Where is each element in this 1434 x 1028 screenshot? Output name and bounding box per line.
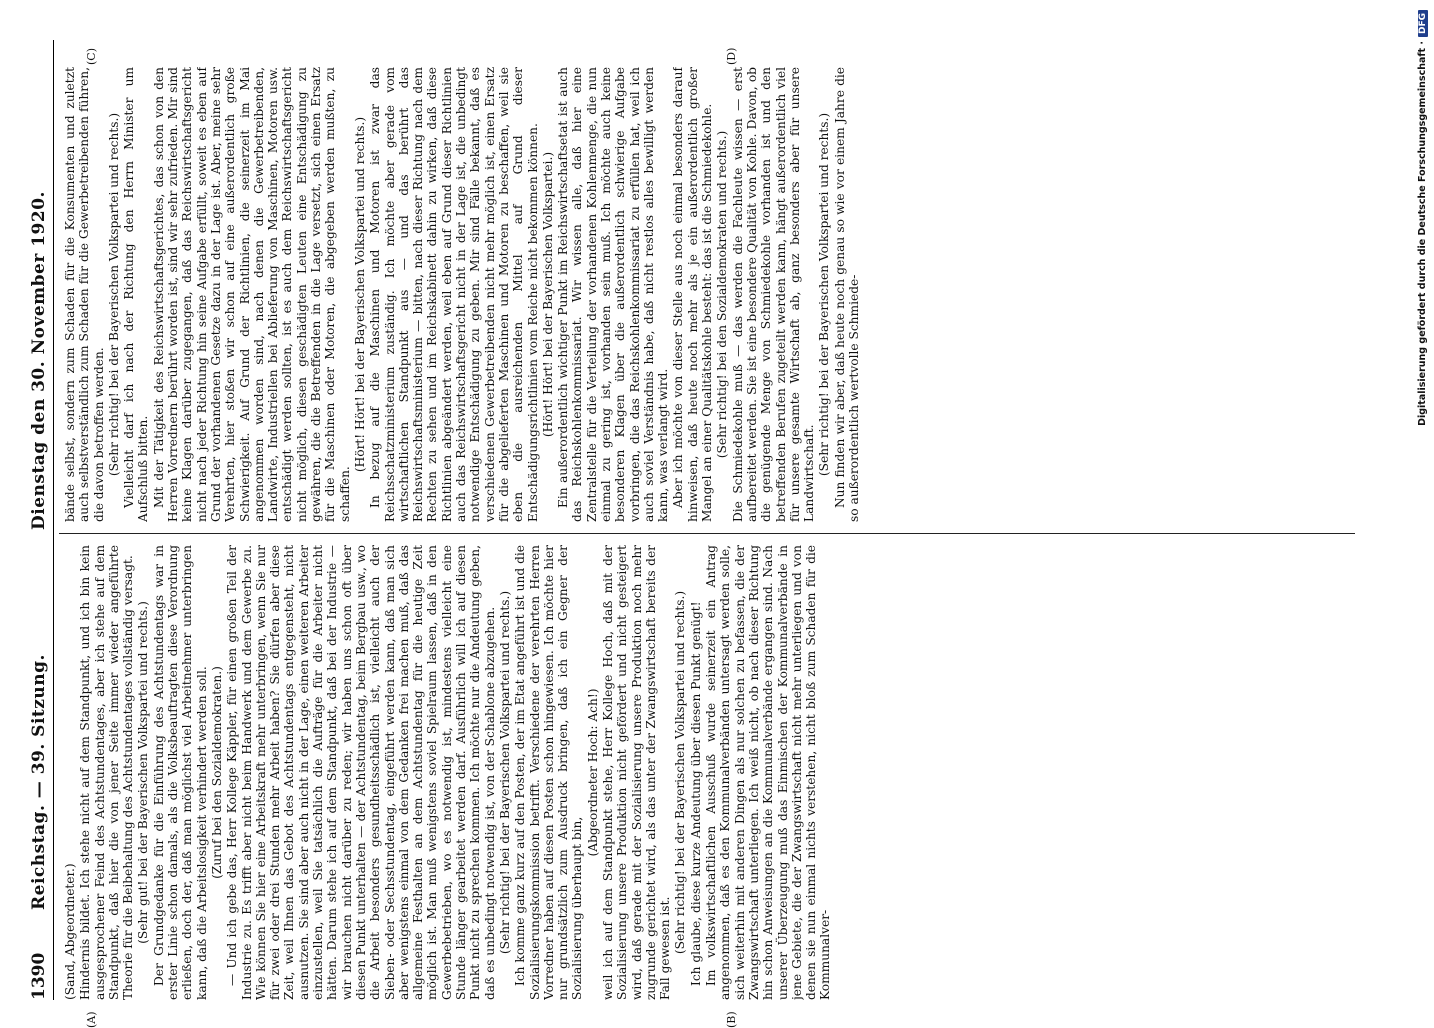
paragraph: Mit der Tätigkeit des Reichswirtschaftsgerichtes, das schon von den Herren Vorrednern berührt worden ist, sind wir sehr zufrieden. Mir sind keine Klagen darüber zugegangen, daß das Reichswirtschaftsgericht nicht nach jeder Richtung hin seine Aufgabe erfüllt, soweit es eben auf Grund der vorhandenen Gesetze dazu in der Lage ist. Aber, meine sehr Verehrten, hier stoßen wir schon auf eine außerordentlich große Schwierigkeit. Auf Grund der Richtlinien, die seinerzeit im Mai angenommen worden sind, nach denen die Gewerbetreibenden, Landwirte, Industriellen bei Ablieferung von Maschinen, Motoren usw. entschädigt werden sollten, ist es auch dem Reichswirtschaftsgericht nicht möglich, diesen geschädigten Leuten eine Entschädigung zu gewähren, die die Betreffenden in die Lage versetzt, sich einen Ersatz für die Maschinen oder Motoren, die abgegeben werden mußten, zu schaffen. <box>151 67 352 522</box>
interjection: (Sehr richtig! bei der Bayerischen Volkspartei und rechts.) <box>497 590 512 955</box>
interjection: (Sehr gut! bei der Bayerischen Volkspartei und rechts.) <box>136 601 151 944</box>
interjection: (Sehr richtig! bei der Bayerischen Volkspartei und rechts.) <box>673 590 688 955</box>
margin-letter-b: (B) <box>725 1011 738 1028</box>
right-column <box>63 67 1353 522</box>
dfg-logo: DFG <box>1418 10 1428 37</box>
paragraph: Die Schmiedekohle muß — das werden die Fachleute wissen — erst aufbereitet werden. Sie ist eine besondere Qualität von Kohle. Davon, ob die genügende Menge von Schmiedekohle vorhanden ist und den betreffenden Berufen zugeteilt werden kann, hängt außerordentlich viel für unsere gesamte Wirtschaft ab, ganz besonders aber für unsere Landwirtschaft. <box>730 67 817 522</box>
paragraph: Hindernis bildet. Ich stehe nicht auf dem Standpunkt, und ich bin kein ausgesprochener Feind des Achtstundentages, aber ich stehe auf dem Standpunkt, daß hier die von jener Seite immer wieder angeführte Theorie für die Beibehaltung des Achtstundentages vollständig versagt. <box>78 545 136 1000</box>
margin-letter-d: (D) <box>725 47 738 65</box>
left-column <box>63 545 1353 1000</box>
digitization-credit <box>1417 10 1433 1000</box>
interjection: (Hört! Hört! bei der Bayerischen Volkspartei und rechts.) <box>352 116 367 473</box>
paragraph: Der Grundgedanke für die Einführung des Achtstundentags war in erster Linie schon damals, als die Volksbeauftragten diese Verordnung erließen, doch der, daß man möglichst viel Arbeitnehmer unterbringen kann, daß die Arbeitslosigkeit verhindert werden soll. <box>151 545 209 1000</box>
running-head <box>25 40 54 1000</box>
paragraph: Aber ich möchte von dieser Stelle aus noch einmal besonders darauf hinweisen, daß heute noch mehr als je ein außerordentlich großer Mangel an einer Qualitätskohle besteht: das ist die Schmiedekohle. <box>671 67 715 522</box>
page-number: 1390 <box>29 952 49 1000</box>
column-divider <box>59 533 1355 534</box>
credit-text: Digitalisierung gefördert durch die Deutsche Forschungsgemeinschaft · <box>1417 41 1428 426</box>
paragraph: Ich komme ganz kurz auf den Posten, der im Etat angeführt ist und die Sozialisierungskommission betrifft. Verschiedene der verehrten Herren Vorredner haben auf diesen Posten schon hingewiesen. Ich möchte hier nur grundsätzlich zum Ausdruck bringen, daß ich ein Gegner der Sozialisierung überhaupt bin, <box>513 545 585 1000</box>
session-date: Dienstag den 30. November 1920. <box>29 191 49 530</box>
interjection: (Hört! Hört! bei der Bayerischen Volkspartei.) <box>540 151 555 438</box>
session-title: Reichstag. — 39. Sitzung. <box>29 654 49 910</box>
paragraph: Im volkswirtschaftlichen Ausschuß wurde seinerzeit ein Antrag angenommen, daß es den Kommunalverbänden untersagt werden solle, sich weiterhin mit anderen Dingen als nur solchen zu befassen, die der Zwangswirtschaft unterliegen. Ich weiß nicht, ob nach dieser Richtung hin schon Anweisungen an die Kommunalverbände ergangen sind. Nach unserer Überzeugung muß das Einmischen der Kommunalverbände in jene Gebiete, die der Zwangswirtschaft nicht mehr unterliegen und von denen sie nun einmal nichts verstehen, nicht bloß zum Schaden für die Kommunalver- <box>704 545 833 1000</box>
paragraph: weil ich auf dem Standpunkt stehe, Herr Kollege Hoch, daß mit der Sozialisierung unsere Produktion nicht gefördert und nicht gesteigert wird, daß gerade mit der Sozialisierung unsere Produktion noch mehr zugrunde gerichtet wird, als das unter der Zwangswirtschaft bereits der Fall gewesen ist. <box>600 545 673 1000</box>
rotated-page <box>25 40 1365 1028</box>
paragraph: In bezug auf die Maschinen und Motoren ist zwar das Reichsschatzministerium zuständig. Ich möchte aber gerade vom wirtschaftlichen Standpunkt aus — und das berührt das Reichswirtschaftsministerium — bitten, nach dieser Richtung nach dem Rechten zu sehen und im Reichskabinett dahin zu wirken, daß diese Richtlinien abgeändert werden, weil eben auf Grund dieser Richtlinien auch das Reichswirtschaftsgericht nicht in der Lage ist, die unbedingt notwendige Entschädigung zu geben. Mir sind Fälle bekannt, daß es verschiedenen Gewerbetreibenden nicht mehr möglich ist, einen Ersatz für die abgelieferten Maschinen und Motoren zu beschaffen, weil sie eben die ausreichenden Mittel auf Grund dieser Entschädigungsrichtlinien vom Reiche nicht bekommen können. <box>368 67 540 522</box>
paragraph: Vielleicht darf ich nach der Richtung den Herrn Minister um Aufschluß bitten. <box>122 67 151 522</box>
margin-letter-a: (A) <box>85 1011 98 1028</box>
margin-letter-c: (C) <box>85 48 98 65</box>
paragraph: (Sand, Abgeordneter.) <box>63 863 77 1000</box>
paragraph: Ich glaube, diese kurze Andeutung über diesen Punkt genügt! <box>688 601 703 986</box>
paragraph: Nun finden wir aber, daß heute noch genau so wie vor einem Jahre die so außerordentlich wertvolle Schmiede- <box>832 67 862 522</box>
paragraph: — Und ich gebe das, Herr Kollege Käppler, für einen großen Teil der Industrie zu. Es trifft aber nicht beim Handwerk und dem Gewerbe zu. Wie können Sie hier eine Arbeitskraft mehr unterbringen, wenn Sie nur für zwei oder drei Stunden mehr Arbeit haben? Sie dürfen aber diese Zeit, weil Ihnen das Gebot des Achtstundentags entgegensteht, nicht ausnutzen. Sie sind aber auch nicht in der Lage, einen weiteren Arbeiter einzustellen, weil Sie tatsächlich die Aufträge für die Arbeiter nicht hätten. Darum stehe ich auf dem Standpunkt, daß bei der Industrie — wir brauchen nicht darüber zu reden; wir haben uns schon oft über diesen Punkt unterhalten — der Achtstundentag, beim Bergbau usw., wo die Arbeit besonders gesundheitsschädlich ist, vielleicht auch der Sieben- oder Sechsstundentag, eingeführt werden kann, daß man sich aber wenigstens einmal von dem Gedanken frei machen muß, daß das allgemeine Festhalten an dem Achtstundentag für die heutige Zeit möglich ist. Man muß wenigstens soviel Spielraum lassen, daß in den Gewerbebetrieben, wo es notwendig ist, mindestens vielleicht eine Stunde länger gearbeitet werden darf. Ausführlich will ich auf diesen Punkt nicht zu sprechen kommen. Ich möchte nur die Andeutung geben, daß es unbedingt notwendig ist, von der Schablone abzugehen. <box>225 545 497 1000</box>
paragraph: Ein außerordentlich wichtiger Punkt im Reichswirtschaftsetat ist auch das Reichskohlenkommissariat. Wir wissen alle, daß hier eine Zentralstelle für die Verteilung der vorhandenen Kohlenmenge, die nun einmal zu gering ist, vorhanden sein muß. Ich möchte auch keine besonderen Klagen über die außerordentlich schwierige Aufgabe vorbringen, die das Reichskohlenkommissariat zu erfüllen hat, weil ich auch soviel Verständnis habe, daß nicht restlos alles bewilligt werden kann, was verlangt wird. <box>556 67 671 522</box>
interjection: (Sehr richtig! bei der Bayerischen Volkspartei und rechts.) <box>106 112 121 477</box>
interjection: (Sehr richtig! bei den Sozialdemokraten und rechts.) <box>715 130 730 459</box>
interjection: (Sehr richtig! bei der Bayerischen Volkspartei und rechts.) <box>817 112 832 477</box>
interjection: (Abgeordneter Hoch: Ach!) <box>585 688 600 857</box>
interjection: (Zuruf bei den Sozialdemokraten.) <box>209 666 224 879</box>
paragraph: bände selbst, sondern zum Schaden für die Konsumenten und zuletzt auch selbstverständlich zum Schaden für die Gewerbetreibenden führen, die davon betroffen werden. <box>63 67 106 522</box>
